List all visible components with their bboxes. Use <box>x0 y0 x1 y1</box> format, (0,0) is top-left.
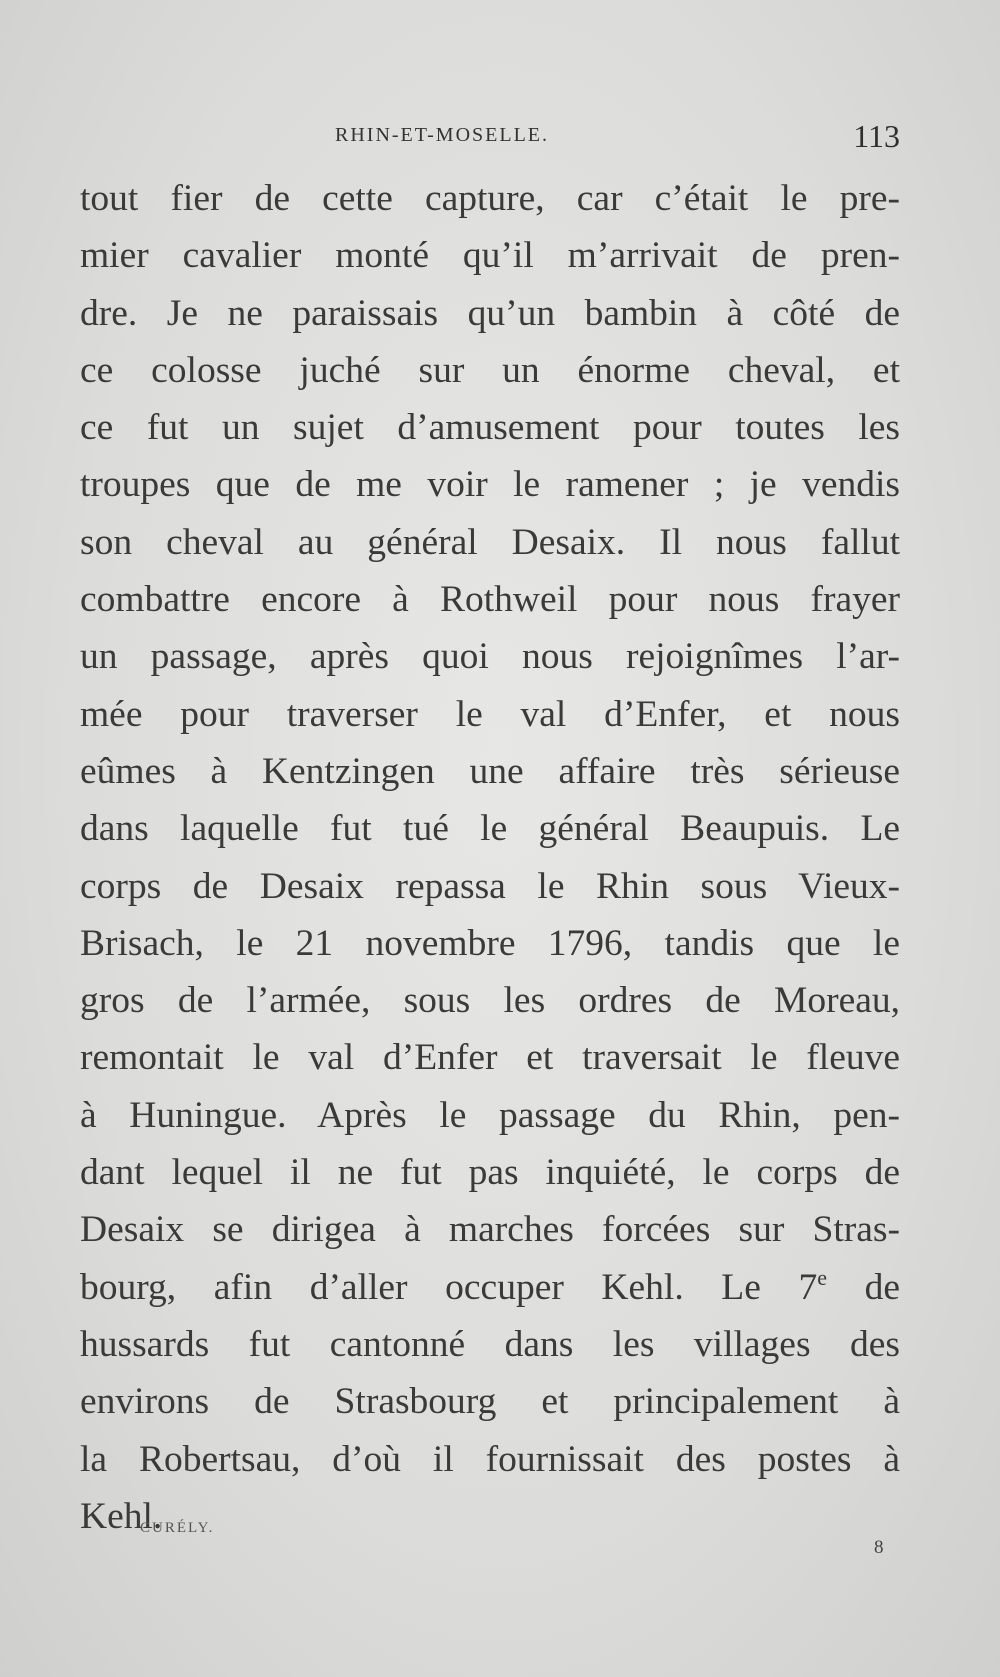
signature-mark: CURÉLY. <box>140 1520 215 1536</box>
text-line: dre. Je ne paraissais qu’un bambin à côté de <box>80 292 900 334</box>
text-line: remontait le val d’Enfer et traversait le fleuve <box>80 1037 900 1079</box>
text-line: Desaix se dirigea à marches forcées sur Stras- <box>80 1209 900 1251</box>
text-line-main: bourg, afin d’aller occuper Kehl. Le 7 <box>80 1266 818 1308</box>
text-line: ce colosse juché sur un énorme cheval, et <box>80 349 900 391</box>
text-line-with-superscript <box>80 1259 900 1316</box>
text-line: environs de Strasbourg et principalement à <box>80 1381 900 1423</box>
text-line: troupes que de me voir le ramener ; je vendis <box>80 464 900 506</box>
text-line: tout fier de cette capture, car c’était le pre- <box>80 178 900 219</box>
text-line: combattre encore à Rothweil pour nous frayer <box>80 579 900 621</box>
text-line: à Huningue. Après le passage du Rhin, pen- <box>80 1094 900 1136</box>
text-line: gros de l’armée, sous les ordres de Moreau, <box>80 980 900 1022</box>
sheet-number: 8 <box>874 1537 884 1558</box>
text-line: un passage, après quoi nous rejoignîmes l’ar- <box>80 636 900 678</box>
body-text <box>80 170 900 1545</box>
running-title: RHIN-ET-MOSELLE. <box>335 124 550 146</box>
text-line-tail: de <box>826 1266 900 1308</box>
text-line: ce fut un sujet d’amusement pour toutes les <box>80 407 900 449</box>
text-line: Brisach, le 21 novembre 1796, tandis que le <box>80 922 900 964</box>
text-line: dans laquelle fut tué le général Beaupuis. Le <box>80 808 900 850</box>
text-line-last: Kehl. <box>80 1495 163 1537</box>
text-line: hussards fut cantonné dans les villages des <box>80 1323 900 1365</box>
text-line: son cheval au général Desaix. Il nous fallut <box>80 521 900 563</box>
running-head <box>80 118 900 158</box>
ordinal-superscript: e <box>817 1264 827 1290</box>
text-line: eûmes à Kentzingen une affaire très sérieuse <box>80 750 900 792</box>
text-line: mier cavalier monté qu’il m’arrivait de pren- <box>80 235 900 277</box>
text-line: corps de Desaix repassa le Rhin sous Vieux- <box>80 865 900 907</box>
text-line: la Robertsau, d’où il fournissait des postes à <box>80 1438 900 1480</box>
text-line: mée pour traverser le val d’Enfer, et nous <box>80 693 900 735</box>
text-line: dant lequel il ne fut pas inquiété, le corps de <box>80 1152 900 1194</box>
page-number: 113 <box>853 118 900 154</box>
